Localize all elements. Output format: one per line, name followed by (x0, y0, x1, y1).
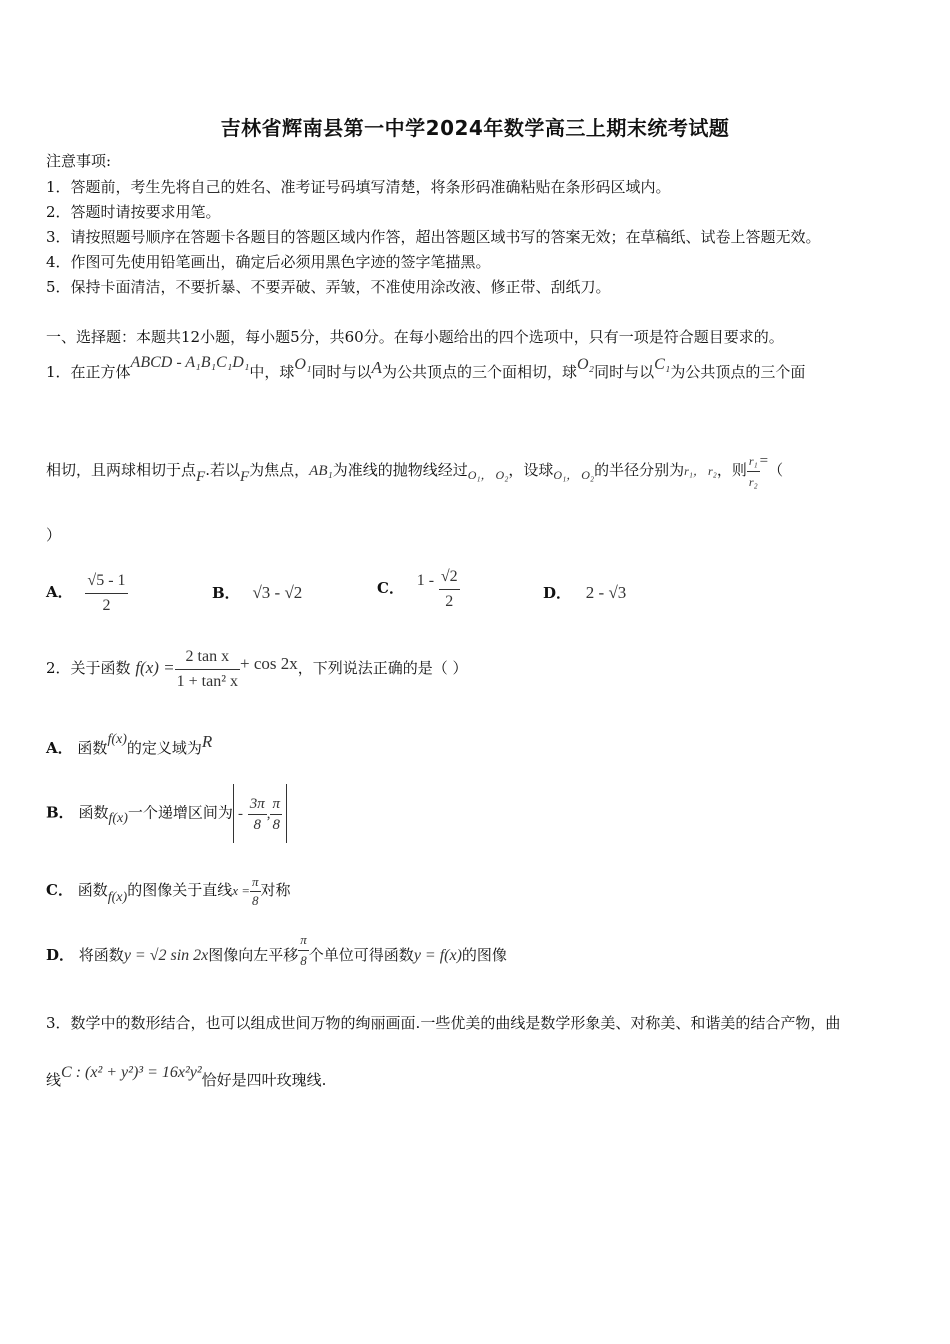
rose-curve-equation: C : (x² + y²)³ = 16x²y² (61, 1064, 202, 1081)
cube-label: ABCD - A₁B₁C₁D₁ (130, 354, 250, 371)
notice-item: 5．保持卡面清洁，不要折暴、不要弄破、弄皱，不准使用涂改液、修正带、刮纸刀。 (46, 278, 611, 296)
notice-item: 3．请按照题号顺序在答题卡各题目的答题区域内作答，超出答题区域书写的答案无效；在草稿纸、试卷上答题无效。 (46, 228, 821, 246)
point-a: A (371, 358, 382, 377)
interval-bracket: - $\frac{3\pi}{8}$ , $\frac{\pi}{8}$ (233, 784, 287, 843)
point-c1: C₁ (654, 356, 671, 373)
notice-item: 2．答题时请按要求用笔。 (46, 203, 221, 221)
option-2a[interactable]: A． 函数f(x)的定义域为R (46, 732, 213, 757)
section-heading: 一、选择题：本题共12小题，每小题5分，共60分。在每小题给出的四个选项中，只有一项是符合题目要求的。 (46, 328, 784, 346)
question-2-stem: 2．关于函数 f(x) = $\frac{\text{2 tan x}}{\text{1 + tan² x}}$ + cos 2x，下列说法正确的是（ ） (46, 638, 468, 698)
question-1-close-paren: ） (46, 526, 62, 544)
question-3-line-1: 3．数学中的数形结合，也可以组成世间万物的绚丽画面.一些优美的曲线是数学形象美、对称美、和谐美的结合产物，曲 (46, 1014, 841, 1032)
notice-item: 4．作图可先使用铅笔画出，确定后必须用黑色字迹的签字笔描黑。 (46, 253, 491, 271)
question-1-line-2: 相切，且两球相切于点F.若以F为焦点，AB₁为准线的抛物线经过$_{O_1, O_2}$，设球$_{O_1, O_2}$的半径分别为r₁， r₂，则 $\frac{\text{r₁}}{\text{r₂}}$ =（ (46, 440, 783, 501)
option-a[interactable]: A． $\frac{√5 - 1}{2}$ (46, 562, 128, 622)
option-c[interactable]: C． 1 - $\frac{√2}{2}$ (377, 558, 460, 619)
q2-fraction: $\frac{\text{2 tan x}}{\text{1 + tan² x}}$ (175, 645, 240, 694)
option-b[interactable]: B． √3 - √2 (212, 583, 303, 602)
option-d[interactable]: D． 2 - √3 (543, 583, 627, 602)
sphere-o1: O₁ (294, 356, 312, 373)
sphere-o2: O₂ (576, 356, 595, 373)
notice-heading: 注意事项: (46, 152, 112, 170)
question-1-line-1: 1．在正方体ABCD - A₁B₁C₁D₁中，球O₁同时与以A为公共顶点的三个面相切，球O₂同时与以C₁为公共顶点的三个面 (46, 354, 806, 381)
page-title: 吉林省辉南县第一中学2024年数学高三上期末统考试题 (220, 116, 730, 140)
option-2b[interactable]: B． 函数f(x)一个递增区间为 - $\frac{3\pi}{8}$ , $\frac{\pi}{8}$ (46, 784, 287, 843)
option-2d[interactable]: D． 将函数y = √2 sin 2x图像向左平移 $\frac{\pi}{8}$ 个单位可得函数y = f(x)的图像 (46, 931, 507, 968)
question-3-line-2: 线C : (x² + y²)³ = 16x²y²恰好是四叶玫瑰线. (46, 1064, 327, 1089)
notice-item: 1．答题前，考生先将自己的姓名、准考证号码填写清楚，将条形码准确粘贴在条形码区域内。 (46, 178, 671, 196)
option-2c[interactable]: C． 函数f(x)的图像关于直线x = $\frac{\pi}{8}$ 对称 (46, 873, 291, 908)
ratio-fraction: $\frac{\text{r₁}}{\text{r₂}}$ (747, 451, 760, 492)
